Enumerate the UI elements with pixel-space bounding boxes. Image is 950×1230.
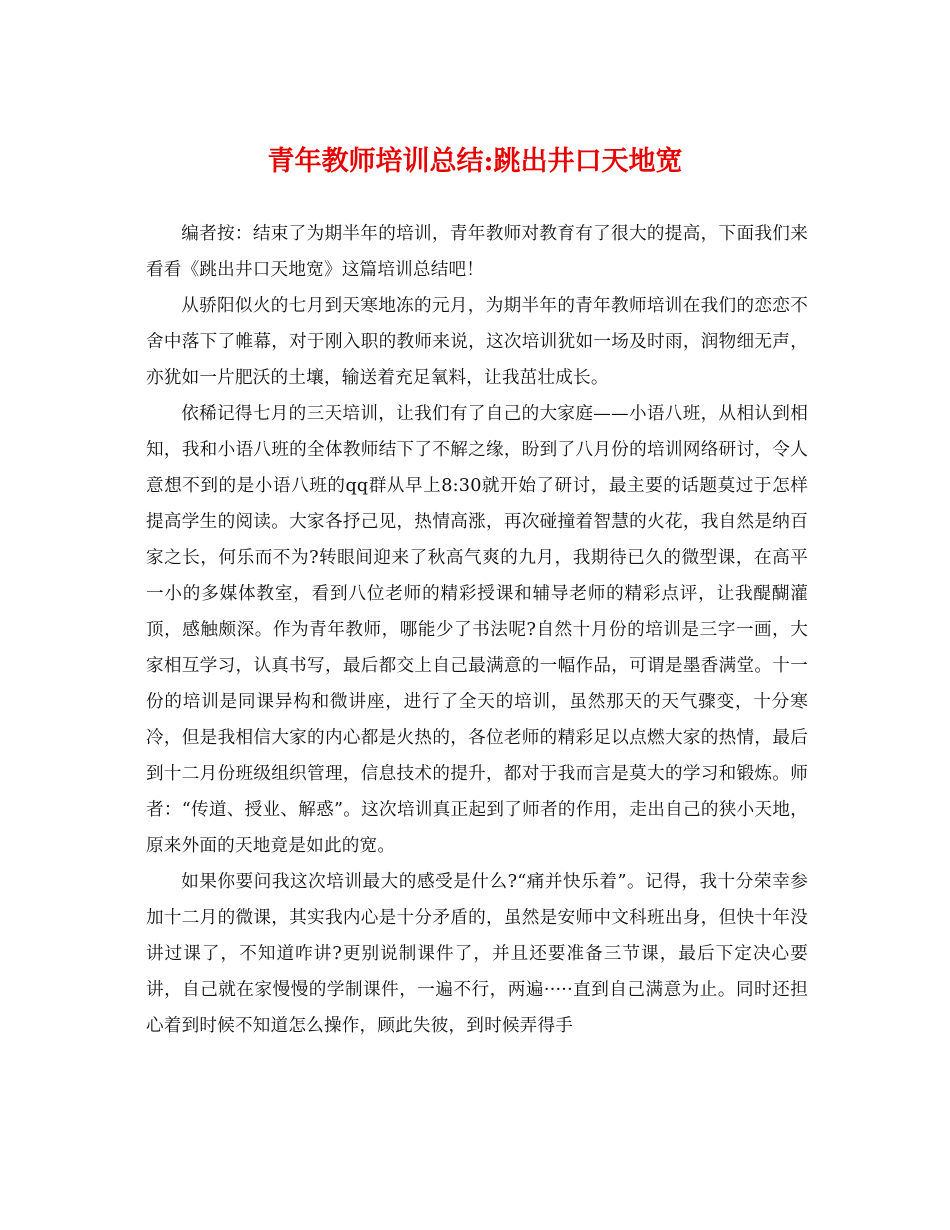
paragraph: 如果你要问我这次培训最大的感受是什么?“痛并快乐着”。记得，我十分荣幸参加十二月的微课，其实我内心是十分矛盾的，虽然是安师中文科班出身，但快十年没讲过课了，不知道咋讲?更别说制课件了，并且还要准备三节课，最后下定决心要讲，自己就在家慢慢的学制课件，一遍不行，两遍·····直到自己满意为止。同时还担心着到时候不知道怎么操作，顾此失彼，到时候弄得手 [146,872,808,1036]
paragraph: 依稀记得七月的三天培训，让我们有了自己的大家庭——小语八班，从相认到相知，我和小语八班的全体教师结下了不解之缘，盼到了八月份的培训网络研讨，令人意想不到的是小语八班的qq群从早上8:30就开始了研讨，最主要的话题莫过于怎样提高学生的阅读。大家各抒己见，热情高涨，再次碰撞着智慧的火花，我自然是纳百家之长，何乐而不为?转眼间迎来了秋高气爽的九月，我期待已久的微型课，在高平一小的多媒体教室，看到八位老师的精彩授课和辅导老师的精彩点评，让我醍醐灌顶，感触颇深。作为青年教师，哪能少了书法呢?自然十月份的培训是三字一画，大家相互学习，认真书写，最后都交上自己最满意的一幅作品，可谓是墨香满堂。十一份的培训是同课异构和微讲座，进行了全天的培训，虽然那天的天气骤变，十分寒冷，但是我相信大家的内心都是火热的，各位老师的精彩足以点燃大家的热情，最后到十二月份班级组织管理，信息技术的提升，都对于我而言是莫大的学习和锻炼。师者：“传道、授业、解惑”。这次培训真正起到了师者的作用，走出自己的狭小天地，原来外面的天地竟是如此的宽。 [146,404,808,856]
paragraph-editor-note: 编者按：结束了为期半年的培训，青年教师对教育有了很大的提高，下面我们来看看《跳出井口天地宽》这篇培训总结吧！ [146,224,808,280]
paragraph: 从骄阳似火的七月到天寒地冻的元月，为期半年的青年教师培训在我们的恋恋不舍中落下了帷幕，对于刚入职的教师来说，这次培训犹如一场及时雨，润物细无声，亦犹如一片肥沃的土壤，输送着充足氧料，让我茁壮成长。 [146,296,808,388]
document-body [146,216,808,1044]
document-title: 青年教师培训总结:跳出井口天地宽 [267,146,683,177]
